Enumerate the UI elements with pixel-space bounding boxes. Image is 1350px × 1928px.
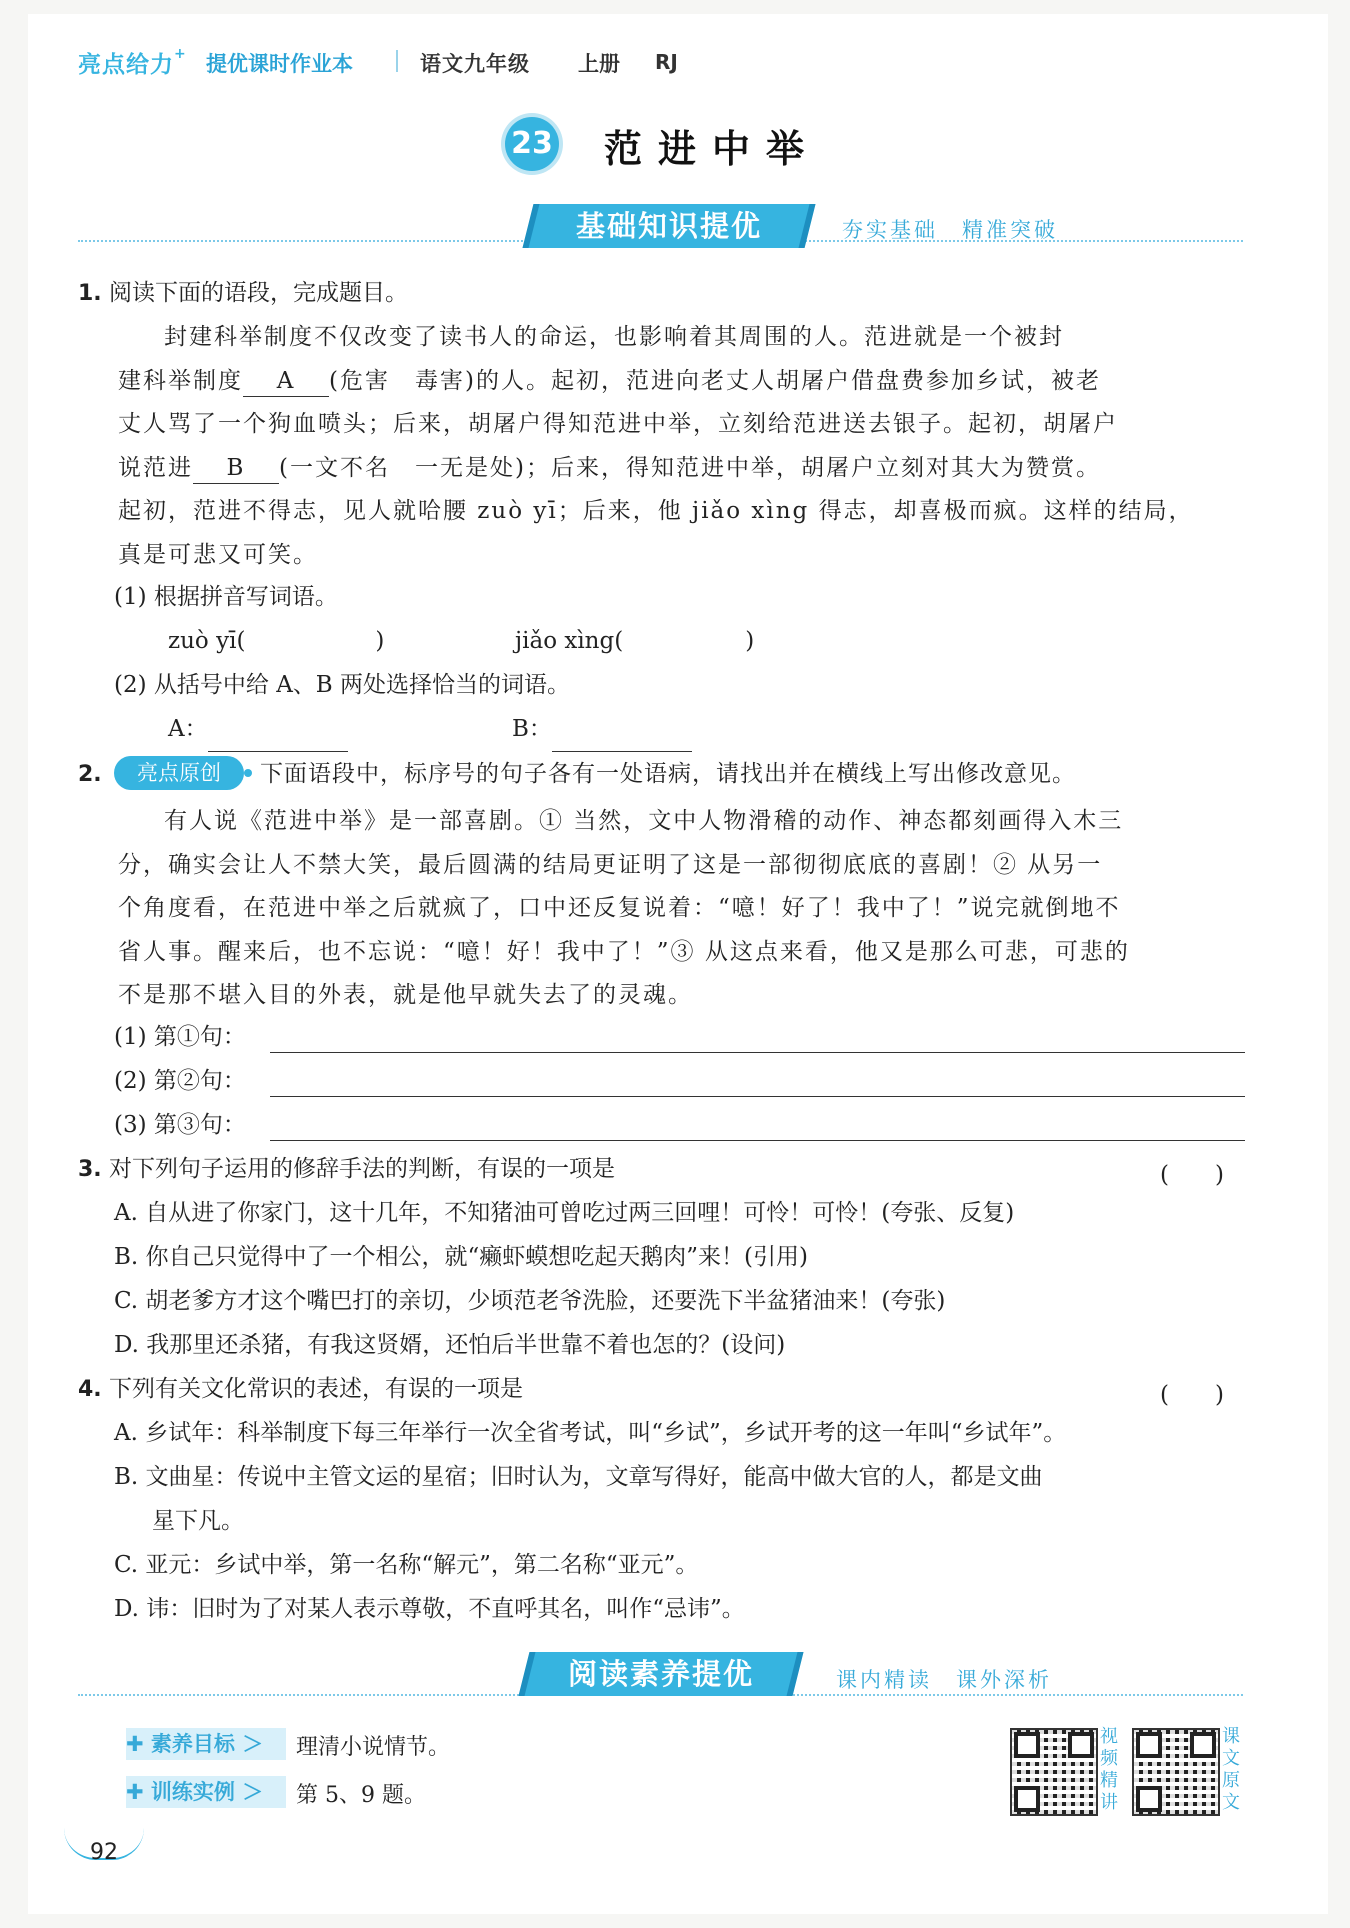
grade-label: 语文九年级	[420, 52, 530, 76]
answer-line[interactable]	[270, 1140, 1245, 1141]
lesson-title: 范进中举	[604, 126, 821, 171]
option-d: D. 我那里还杀猪，有我这贤婿，还怕后半世靠不着也怎的？(设问)	[114, 1332, 786, 1358]
question-1	[78, 272, 408, 315]
header-divider	[396, 50, 398, 72]
option-c: C. 亚元：乡试中举，第一名称“解元”，第二名称“亚元”。	[114, 1552, 699, 1578]
option-a: A. 自从进了你家门，这十几年，不知猪油可曾吃过两三回哩！可怜！可怜！(夸张、反复)	[114, 1200, 1015, 1226]
question-number: 1.	[78, 281, 102, 306]
qr-code-video[interactable]	[1010, 1728, 1098, 1816]
qr-label-text: 课 文 原 文	[1222, 1726, 1240, 1813]
question-stem: 阅读下面的语段，完成题目。	[108, 280, 408, 306]
answer-line[interactable]	[208, 708, 348, 752]
page-number: 92	[90, 1840, 118, 1865]
passage-line: 分，确实会让人不禁大笑，最后圆满的结局更证明了这是一部彻彻底底的喜剧！② 从另一	[118, 851, 1103, 878]
brand-logo: 亮点给力+	[78, 46, 187, 78]
answer-line[interactable]	[270, 1052, 1245, 1053]
answer-paren[interactable]: ( )	[1160, 1382, 1224, 1408]
edition-label: RJ	[655, 50, 678, 74]
question-3: 3. 对下列句子运用的修辞手法的判断，有误的一项是	[78, 1156, 615, 1182]
option-b: B. 你自己只觉得中了一个相公，就“癞虾蟆想吃起天鹅肉”来！(引用)	[114, 1244, 808, 1270]
q2-sub2: (2) 第②句：	[114, 1068, 246, 1094]
practice-example-text: 第 5、9 题。	[296, 1783, 426, 1808]
question-number: 4.	[78, 1377, 102, 1402]
passage-line: 丈人骂了一个狗血喷头；后来，胡屠户得知范进中举，立刻给范进送去银子。起初，胡屠户	[118, 411, 1118, 437]
passage-line: 封建科举制度不仅改变了读书人的命运，也影响着其周围的人。范进就是一个被封	[164, 324, 1064, 350]
q1-pinyin-2: jiǎo xìng( )	[515, 628, 755, 654]
passage-line: 起初，范进不得志，见人就哈腰 zuò yī；后来，他 jiǎo xìng 得志，却喜极而疯。这样的结局，	[118, 498, 1194, 524]
answer-line[interactable]	[552, 708, 692, 752]
passage-line: 真是可悲又可笑。	[118, 541, 318, 568]
option-b-cont: 星下凡。	[152, 1508, 244, 1534]
lesson-number-badge: 23	[505, 117, 559, 171]
blank-b[interactable]: B	[193, 453, 279, 484]
q1-answer-a: A：	[168, 708, 348, 752]
option-a: A. 乡试年：科举制度下每三年举行一次全省考试，叫“乡试”，乡试开考的这一年叫“乡试年”。	[114, 1420, 1067, 1446]
section-banner-basics: 基础知识提优	[523, 204, 816, 248]
q2-stem: 下面语段中，标序号的句子各有一处语病，请找出并在横线上写出修改意见。	[260, 761, 1076, 787]
option-d: D. 讳：旧时为了对某人表示尊敬，不直呼其名，叫作“忌讳”。	[114, 1596, 745, 1622]
q1-passage	[118, 316, 1248, 577]
passage-line: 个角度看，在范进中举之后就疯了，口中还反复说着：“噫！好了！我中了！”说完就倒地不	[118, 895, 1121, 921]
question-number: 2.	[78, 762, 102, 787]
question-4: 4. 下列有关文化常识的表述，有误的一项是	[78, 1376, 523, 1402]
section-tagline-basics: 夯实基础 精准突破	[842, 218, 1058, 242]
passage-line: 说范进 B (一文不名 一无是处)；后来，得知范进中举，胡屠户立刻对其大为赞赏。	[118, 447, 1248, 491]
blank-a[interactable]: A	[243, 366, 329, 397]
passage-line: 不是那不堪入目的外表，就是他早就失去了的灵魂。	[118, 982, 693, 1008]
answer-paren[interactable]: ( )	[1160, 1162, 1224, 1188]
literacy-goal-text: 理清小说情节。	[296, 1735, 451, 1760]
qr-label-video: 视 频 精 讲	[1100, 1726, 1118, 1813]
volume-label: 上册	[578, 52, 620, 76]
option-c: C. 胡老爹方才这个嘴巴打的亲切，少顷范老爷洗脸，还要洗下半盆猪油来！(夸张)	[114, 1288, 946, 1314]
section-tagline-reading: 课内精读 课外深析	[836, 1668, 1052, 1692]
original-badge: 亮点原创	[114, 756, 244, 790]
q1-answer-b: B：	[512, 708, 692, 752]
option-b: B. 文曲星：传说中主管文运的星宿；旧时认为，文章写得好，能高中做大官的人，都是文曲	[114, 1464, 1043, 1490]
badge-dot	[244, 769, 252, 777]
q1-sub2: (2) 从括号中给 A、B 两处选择恰当的词语。	[114, 672, 571, 698]
q2-sub1: (1) 第①句：	[114, 1024, 246, 1050]
passage-line: 建科举制度 A (危害 毒害)的人。起初，范进向老丈人胡屠户借盘费参加乡试，被老	[118, 360, 1248, 404]
qr-code-text[interactable]	[1132, 1728, 1220, 1816]
passage-line: 有人说《范进中举》是一部喜剧。① 当然，文中人物滑稽的动作、神态都刻画得入木三	[164, 808, 1124, 834]
answer-line[interactable]	[270, 1096, 1245, 1097]
series-name: 提优课时作业本	[206, 52, 353, 76]
q2-sub3: (3) 第③句：	[114, 1112, 246, 1138]
q1-pinyin-1: zuò yī( )	[168, 628, 385, 654]
practice-example-tag: ✚ 训练实例 ＞	[126, 1776, 286, 1808]
section-banner-reading: 阅读素养提优	[519, 1652, 804, 1696]
passage-line: 省人事。醒来后，也不忘说：“噫！好！我中了！”③ 从这点来看，他又是那么可悲，可悲的	[118, 938, 1130, 965]
q1-sub1: (1) 根据拼音写词语。	[114, 584, 338, 610]
question-number: 3.	[78, 1157, 102, 1182]
literacy-goal-tag: ✚ 素养目标 ＞	[126, 1728, 286, 1760]
q2-passage	[118, 800, 1248, 1018]
